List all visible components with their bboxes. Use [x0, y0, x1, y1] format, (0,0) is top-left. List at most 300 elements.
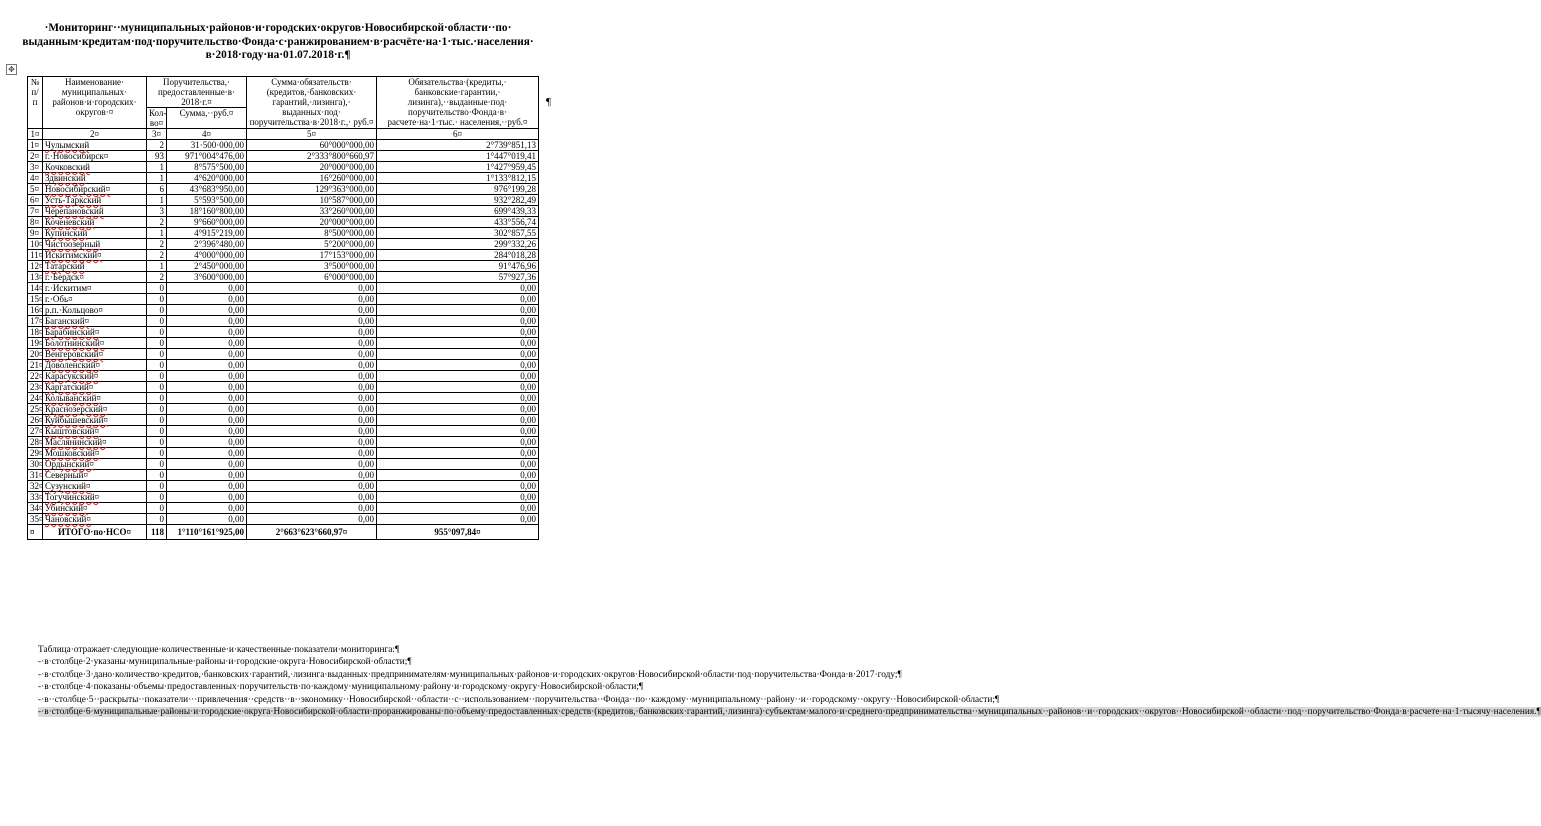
row-count: 0 — [147, 404, 167, 415]
row-number: 7¤ — [28, 206, 43, 217]
row-name-text: Кочковский — [45, 162, 90, 172]
row-count: 2 — [147, 272, 167, 283]
row-number: 16¤ — [28, 305, 43, 316]
row-number: 30¤ — [28, 459, 43, 470]
row-name — [43, 173, 147, 184]
row-name — [43, 404, 147, 415]
row-name-text: р.п.·Кольцово¤ — [45, 305, 103, 315]
row-name-text: Мошковский¤ — [45, 448, 100, 458]
column-number: 5¤ — [247, 129, 377, 140]
row-number: 17¤ — [28, 316, 43, 327]
row-count: 0 — [147, 448, 167, 459]
row-per-1000: 0,00 — [377, 349, 539, 360]
row-per-1000: 0,00 — [377, 305, 539, 316]
row-name — [43, 360, 147, 371]
row-per-1000: 302°857,55 — [377, 228, 539, 239]
row-obligations: 33°260°000,00 — [247, 206, 377, 217]
header-obligations-per-1000: Обязательства·(кредиты,· банковские·гарантии,· лизинга),··выданные·под· поручительство·Фонда·в· расчете·на·1·тыс.· населения,··руб.¤ — [377, 77, 539, 129]
row-sum: 4°000°000,00 — [167, 250, 247, 261]
table-row — [28, 470, 539, 481]
table-row — [28, 228, 539, 239]
row-count: 0 — [147, 481, 167, 492]
column-number: 6¤ — [377, 129, 539, 140]
row-number: 24¤ — [28, 393, 43, 404]
row-name-text: Венгеровский¤ — [45, 349, 104, 359]
row-name — [43, 206, 147, 217]
row-sum: 2°396°480,00 — [167, 239, 247, 250]
highlighted-text: -·в·столбце·6·муниципальные·районы·и·городские·округа·Новосибирской·области·проранжированы·по·объему·предоставленных·средств·(кредитов,·банковских·гарантий,·лизинга)·субъектам·малого·и·среднего·предпринимательства··муниципальных··районов··и··городских··округов··Новосибирской··области··под··поручительство·Фонда·в·расчете·на·1·тысячу·населения.¶ — [38, 707, 1541, 718]
row-per-1000: 0,00 — [377, 393, 539, 404]
row-count: 1 — [147, 195, 167, 206]
table-row — [28, 305, 539, 316]
row-per-1000: 699°439,33 — [377, 206, 539, 217]
row-per-1000: 0,00 — [377, 492, 539, 503]
row-obligations: 17°153°000,00 — [247, 250, 377, 261]
row-name-text: Доволенский¤ — [45, 360, 101, 370]
row-name — [43, 470, 147, 481]
row-obligations: 0,00 — [247, 338, 377, 349]
row-number: 10¤ — [28, 239, 43, 250]
row-obligations: 0,00 — [247, 503, 377, 514]
table-row — [28, 173, 539, 184]
row-sum: 0,00 — [167, 283, 247, 294]
row-per-1000: 2°739°851,13 — [377, 140, 539, 151]
row-number: 6¤ — [28, 195, 43, 206]
row-number: 21¤ — [28, 360, 43, 371]
row-obligations: 0,00 — [247, 415, 377, 426]
row-name-text: г.·Бердск¤ — [45, 272, 84, 282]
row-name — [43, 283, 147, 294]
row-name — [43, 481, 147, 492]
row-number: 25¤ — [28, 404, 43, 415]
row-name — [43, 140, 147, 151]
row-name-text: Колыванский¤ — [45, 393, 101, 403]
row-sum: 971°004°476,00 — [167, 151, 247, 162]
row-sum: 9°660°000,00 — [167, 217, 247, 228]
note-column-5: -·в··столбце·5··раскрыты··показатели···привлечения··средств··в··экономику··Новосибирской··области··с··использованием··поручительства··Фонда··по··каждому··муниципальному··району··и··городскому··округу··Новосибирской·области;¶ — [38, 694, 1000, 705]
row-obligations: 0,00 — [247, 404, 377, 415]
row-count: 0 — [147, 382, 167, 393]
header-obligations-sum: Сумма·обязательств· (кредитов,·банковских· гарантий,·лизинга),· выданных·под· поручительства·в·2018·г.,· руб.¤ — [247, 77, 377, 129]
row-name-text: Чистоозерный — [45, 239, 101, 249]
document-title: ·Мониторинг··муниципальных·районов·и·городских·округов·Новосибирской·области··по· выданным·кредитам·под·поручительство·Фонда·с·ранжированием·в·расчёте·на·1·тыс.·населения· в·2018·году·на·01.07.2018·г.¶ — [22, 22, 534, 61]
table-row — [28, 206, 539, 217]
table-row — [28, 239, 539, 250]
row-sum: 18°160°800,00 — [167, 206, 247, 217]
row-number: 23¤ — [28, 382, 43, 393]
row-name-text: Тогучинский¤ — [45, 492, 100, 502]
row-per-1000: 0,00 — [377, 294, 539, 305]
row-name — [43, 217, 147, 228]
row-name-text: Ордынский¤ — [45, 459, 94, 469]
row-name-text: Кыштовский¤ — [45, 426, 99, 436]
row-number: 1¤ — [28, 140, 43, 151]
row-per-1000: 0,00 — [377, 415, 539, 426]
row-sum: 0,00 — [167, 404, 247, 415]
row-name — [43, 371, 147, 382]
total-label: ИТОГО·по·НСО¤ — [43, 525, 147, 540]
row-count: 0 — [147, 426, 167, 437]
row-number: 5¤ — [28, 184, 43, 195]
row-name — [43, 151, 147, 162]
row-number: 3¤ — [28, 162, 43, 173]
note-column-3: -·в·столбце·3·дано·количество·кредитов,·банковских·гарантий,·лизинга·выданных·предпринимателям·муниципальных·районов·и·городских·округов·Новосибирской·области·под·поручительства·Фонда·в·2017·году;¶ — [38, 669, 902, 680]
row-name — [43, 448, 147, 459]
row-number: 22¤ — [28, 371, 43, 382]
header-count: Кол-во¤ — [147, 108, 167, 129]
row-number: 32¤ — [28, 481, 43, 492]
row-number: 13¤ — [28, 272, 43, 283]
table-row — [28, 349, 539, 360]
row-obligations: 0,00 — [247, 327, 377, 338]
row-name — [43, 316, 147, 327]
row-obligations: 0,00 — [247, 283, 377, 294]
table-row — [28, 426, 539, 437]
row-sum: 5°593°500,00 — [167, 195, 247, 206]
row-count: 0 — [147, 338, 167, 349]
row-per-1000: 0,00 — [377, 316, 539, 327]
row-name — [43, 162, 147, 173]
row-obligations: 16°260°000,00 — [247, 173, 377, 184]
row-name — [43, 228, 147, 239]
row-name-text: Карасукский¤ — [45, 371, 99, 381]
row-sum: 8°575°500,00 — [167, 162, 247, 173]
note-column-4: -·в·столбце·4·показаны·объемы·предоставленных·поручительств·по·каждому·муниципальному·району·и·городскому·округу·Новосибирской·области;¶ — [38, 682, 644, 693]
row-number: 9¤ — [28, 228, 43, 239]
row-per-1000: 0,00 — [377, 327, 539, 338]
row-count: 0 — [147, 294, 167, 305]
row-name — [43, 426, 147, 437]
row-obligations: 129°363°000,00 — [247, 184, 377, 195]
row-count: 1 — [147, 162, 167, 173]
row-name-text: Болотнинский¤ — [45, 338, 105, 348]
column-number: 2¤ — [43, 129, 147, 140]
row-per-1000: 284°018,28 — [377, 250, 539, 261]
row-name — [43, 459, 147, 470]
table-row — [28, 162, 539, 173]
header-sum: Сумма,··руб.¤ — [167, 108, 247, 129]
row-count: 0 — [147, 503, 167, 514]
table-row — [28, 503, 539, 514]
row-per-1000: 433°556,74 — [377, 217, 539, 228]
row-per-1000: 0,00 — [377, 404, 539, 415]
row-count: 0 — [147, 470, 167, 481]
row-number: 34¤ — [28, 503, 43, 514]
row-name-text: Чулымский — [45, 140, 90, 150]
row-obligations: 6°000°000,00 — [247, 272, 377, 283]
row-obligations: 3°500°000,00 — [247, 261, 377, 272]
table-row — [28, 393, 539, 404]
row-obligations: 0,00 — [247, 437, 377, 448]
row-obligations: 0,00 — [247, 470, 377, 481]
row-number: 2¤ — [28, 151, 43, 162]
row-per-1000: 57°927,36 — [377, 272, 539, 283]
row-sum: 0,00 — [167, 316, 247, 327]
row-obligations: 60°000°000,00 — [247, 140, 377, 151]
row-name — [43, 437, 147, 448]
total-row — [28, 525, 539, 540]
row-count: 0 — [147, 514, 167, 525]
row-name-text: Маслянинский¤ — [45, 437, 107, 447]
table-row — [28, 272, 539, 283]
row-number: 18¤ — [28, 327, 43, 338]
row-name-text: Черепановский — [45, 206, 104, 216]
row-per-1000: 0,00 — [377, 481, 539, 492]
row-obligations: 0,00 — [247, 448, 377, 459]
total-obligations: 2°663°623°660,97¤ — [247, 525, 377, 540]
row-name — [43, 382, 147, 393]
row-obligations: 2°333°800°660,97 — [247, 151, 377, 162]
row-sum: 4°915°219,00 — [167, 228, 247, 239]
table-row — [28, 338, 539, 349]
row-name — [43, 327, 147, 338]
table-row — [28, 481, 539, 492]
row-sum: 0,00 — [167, 305, 247, 316]
row-obligations: 8°500°000,00 — [247, 228, 377, 239]
row-count: 0 — [147, 437, 167, 448]
row-per-1000: 0,00 — [377, 283, 539, 294]
row-number: 14¤ — [28, 283, 43, 294]
row-per-1000: 0,00 — [377, 371, 539, 382]
row-sum: 0,00 — [167, 349, 247, 360]
row-sum: 0,00 — [167, 459, 247, 470]
row-name — [43, 184, 147, 195]
table-row — [28, 316, 539, 327]
column-number: 1¤ — [28, 129, 43, 140]
row-per-1000: 0,00 — [377, 338, 539, 349]
row-number: 11¤ — [28, 250, 43, 261]
row-per-1000: 0,00 — [377, 470, 539, 481]
row-count: 0 — [147, 415, 167, 426]
row-count: 1 — [147, 173, 167, 184]
row-obligations: 0,00 — [247, 349, 377, 360]
row-name-text: Усть-Таркский — [45, 195, 102, 205]
row-obligations: 10°587°000,00 — [247, 195, 377, 206]
row-sum: 0,00 — [167, 338, 247, 349]
row-count: 93 — [147, 151, 167, 162]
paragraph-mark: ¶ — [546, 96, 551, 108]
row-name — [43, 250, 147, 261]
row-sum: 0,00 — [167, 437, 247, 448]
row-per-1000: 1°447°019,41 — [377, 151, 539, 162]
row-per-1000: 91°476,96 — [377, 261, 539, 272]
column-number: 3¤ — [147, 129, 167, 140]
row-name-text: г.·Искитим¤ — [45, 283, 92, 293]
column-number: 4¤ — [167, 129, 247, 140]
table-row — [28, 437, 539, 448]
row-sum: 0,00 — [167, 492, 247, 503]
row-sum: 0,00 — [167, 503, 247, 514]
row-name — [43, 514, 147, 525]
row-count: 0 — [147, 360, 167, 371]
row-count: 0 — [147, 492, 167, 503]
row-number: 26¤ — [28, 415, 43, 426]
row-name — [43, 492, 147, 503]
row-name-text: Искитимский¤ — [45, 250, 102, 260]
row-number: 28¤ — [28, 437, 43, 448]
table-row — [28, 195, 539, 206]
table-row — [28, 250, 539, 261]
row-sum: 43°683°950,00 — [167, 184, 247, 195]
total-number: ¤ — [28, 525, 43, 540]
table-row — [28, 415, 539, 426]
row-name-text: Баганский¤ — [45, 316, 90, 326]
row-sum: 0,00 — [167, 360, 247, 371]
row-name-text: Татарский — [45, 261, 85, 271]
row-count: 0 — [147, 327, 167, 338]
row-name — [43, 503, 147, 514]
row-obligations: 0,00 — [247, 316, 377, 327]
row-sum: 0,00 — [167, 371, 247, 382]
row-name — [43, 261, 147, 272]
row-per-1000: 0,00 — [377, 437, 539, 448]
row-sum: 0,00 — [167, 327, 247, 338]
table-row — [28, 327, 539, 338]
row-count: 2 — [147, 140, 167, 151]
table-row — [28, 514, 539, 525]
row-sum: 0,00 — [167, 382, 247, 393]
row-obligations: 0,00 — [247, 371, 377, 382]
row-obligations: 5°200°000,00 — [247, 239, 377, 250]
row-count: 2 — [147, 239, 167, 250]
row-obligations: 0,00 — [247, 360, 377, 371]
row-obligations: 0,00 — [247, 492, 377, 503]
row-name — [43, 349, 147, 360]
row-name — [43, 393, 147, 404]
table-row — [28, 360, 539, 371]
row-number: 33¤ — [28, 492, 43, 503]
row-sum: 31·500·000,00 — [167, 140, 247, 151]
header-name: Наименование· муниципальных· районов·и·городских· округов·¤ — [43, 77, 147, 129]
header-num: № п/п — [28, 77, 43, 129]
row-count: 3 — [147, 206, 167, 217]
row-sum: 4°620°000,00 — [167, 173, 247, 184]
notes-intro: Таблица·отражает·следующие·количественные·и·качественные·показатели·мониторинга:¶ — [38, 645, 400, 655]
table-row — [28, 492, 539, 503]
row-per-1000: 976°199,28 — [377, 184, 539, 195]
row-name-text: Здвинский — [45, 173, 86, 183]
table-row — [28, 404, 539, 415]
move-anchor-icon[interactable]: ✥ — [6, 64, 17, 75]
row-obligations: 20°000°000,00 — [247, 217, 377, 228]
row-name — [43, 239, 147, 250]
column-number-row — [28, 129, 539, 140]
row-number: 12¤ — [28, 261, 43, 272]
row-name-text: Новосибирский¤ — [45, 184, 111, 194]
row-name — [43, 195, 147, 206]
row-count: 1 — [147, 261, 167, 272]
row-name-text: Чановский¤ — [45, 514, 91, 524]
row-number: 4¤ — [28, 173, 43, 184]
row-number: 29¤ — [28, 448, 43, 459]
row-obligations: 0,00 — [247, 481, 377, 492]
row-sum: 0,00 — [167, 481, 247, 492]
row-name-text: Сузунский¤ — [45, 481, 91, 491]
row-per-1000: 0,00 — [377, 503, 539, 514]
table-row — [28, 261, 539, 272]
row-per-1000: 0,00 — [377, 426, 539, 437]
table-row — [28, 382, 539, 393]
row-per-1000: 1°133°812,15 — [377, 173, 539, 184]
row-per-1000: 0,00 — [377, 514, 539, 525]
row-per-1000: 0,00 — [377, 448, 539, 459]
total-per-1000: 955°097,84¤ — [377, 525, 539, 540]
row-sum: 0,00 — [167, 393, 247, 404]
row-sum: 0,00 — [167, 514, 247, 525]
row-number: 8¤ — [28, 217, 43, 228]
row-count: 0 — [147, 349, 167, 360]
row-number: 31¤ — [28, 470, 43, 481]
note-column-6 — [8, 706, 1541, 718]
row-name-text: г.·Обь¤ — [45, 294, 73, 304]
row-per-1000: 0,00 — [377, 360, 539, 371]
row-name-text: Убинский¤ — [45, 503, 88, 513]
row-name-text: Каргатский¤ — [45, 382, 94, 392]
monitoring-table — [27, 76, 539, 540]
row-per-1000: 1°427°959,45 — [377, 162, 539, 173]
row-obligations: 0,00 — [247, 294, 377, 305]
total-sum: 1°110°161°925,00 — [167, 525, 247, 540]
row-name-text: Северный¤ — [45, 470, 88, 480]
table-row — [28, 140, 539, 151]
header-guarantees: Поручительства,· предоставленные·в· 2018·г.¤ — [147, 77, 247, 108]
row-obligations: 0,00 — [247, 393, 377, 404]
row-name-text: Краснозерский¤ — [45, 404, 108, 414]
row-sum: 3°600°000,00 — [167, 272, 247, 283]
row-number: 27¤ — [28, 426, 43, 437]
row-sum: 0,00 — [167, 448, 247, 459]
note-column-2: -·в·столбце·2·указаны·муниципальные·районы·и·городские·округа·Новосибирской·области;¶ — [38, 657, 412, 668]
row-name — [43, 338, 147, 349]
row-sum: 0,00 — [167, 294, 247, 305]
row-name — [43, 415, 147, 426]
row-name — [43, 305, 147, 316]
row-name — [43, 294, 147, 305]
row-count: 0 — [147, 316, 167, 327]
row-per-1000: 0,00 — [377, 382, 539, 393]
row-obligations: 0,00 — [247, 382, 377, 393]
row-sum: 0,00 — [167, 415, 247, 426]
row-sum: 0,00 — [167, 470, 247, 481]
table-row — [28, 283, 539, 294]
table-row — [28, 371, 539, 382]
row-count: 2 — [147, 217, 167, 228]
row-count: 0 — [147, 393, 167, 404]
table-row — [28, 294, 539, 305]
table-row — [28, 151, 539, 162]
table-row — [28, 459, 539, 470]
row-sum: 2°450°000,00 — [167, 261, 247, 272]
row-count: 0 — [147, 371, 167, 382]
table-row — [28, 448, 539, 459]
row-name-text: Купинский — [45, 228, 88, 238]
row-number: 35¤ — [28, 514, 43, 525]
row-number: 15¤ — [28, 294, 43, 305]
row-number: 20¤ — [28, 349, 43, 360]
row-name-text: Куйбышевский¤ — [45, 415, 108, 425]
row-sum: 0,00 — [167, 426, 247, 437]
row-per-1000: 932°282,49 — [377, 195, 539, 206]
row-name — [43, 272, 147, 283]
row-count: 1 — [147, 228, 167, 239]
table-row — [28, 184, 539, 195]
row-obligations: 20°000°000,00 — [247, 162, 377, 173]
row-name-text: Коченевский — [45, 217, 95, 227]
row-count: 0 — [147, 283, 167, 294]
notes-section — [8, 644, 1541, 718]
row-count: 6 — [147, 184, 167, 195]
row-name-text: г.·Новосибирск¤ — [45, 151, 109, 161]
